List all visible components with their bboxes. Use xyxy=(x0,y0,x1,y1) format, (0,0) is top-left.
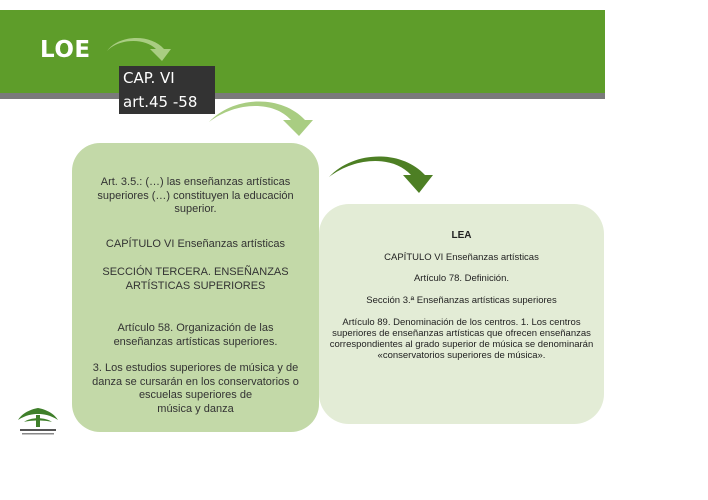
lea-paragraph-1: CAPÍTULO VI Enseñanzas artísticas xyxy=(384,252,539,263)
page-title: LOE xyxy=(40,37,91,63)
lea-paragraph-3: Sección 3.ª Enseñanzas artísticas superiores xyxy=(366,295,557,306)
lea-paragraph-2: Artículo 78. Definición. xyxy=(413,273,510,284)
curved-arrow-down-icon xyxy=(207,100,315,138)
lea-paragraph-4: Artículo 89. Denominación de los centros. 1. Los centros superiores de enseñanzas artísticas que ofrecen enseñanzas correspondientes al grado superior de música se denominarán «conservatorios superiores de música». xyxy=(329,317,594,361)
loe-paragraph-3: SECCIÓN TERCERA. ENSEÑANZAS ARTÍSTICAS SUPERIORES xyxy=(102,266,289,292)
lea-title: LEA xyxy=(451,230,472,241)
loe-paragraph-4: Artículo 58. Organización de las enseñanzas artísticas superiores. xyxy=(113,322,278,348)
loe-paragraph-5: 3. Los estudios superiores de música y de danza se cursarán en los conservatorios o escuelas superiores de música y danza xyxy=(92,362,299,415)
junta-de-andalucia-logo xyxy=(14,406,62,438)
loe-paragraph-2: CAPÍTULO VI Enseñanzas artísticas xyxy=(105,237,286,250)
header-divider xyxy=(0,93,605,99)
loe-paragraph-1: Art. 3.5.: (…) las enseñanzas artísticas superiores (…) constituyen la educación superior. xyxy=(97,176,294,215)
curved-arrow-right-icon xyxy=(104,37,174,63)
header-band xyxy=(0,10,605,93)
loe-content-panel xyxy=(72,143,319,432)
chapter-label: CAP. VI art.45 -58 xyxy=(119,66,215,114)
curved-arrow-down-icon xyxy=(327,155,435,195)
lea-content-panel xyxy=(319,204,604,424)
